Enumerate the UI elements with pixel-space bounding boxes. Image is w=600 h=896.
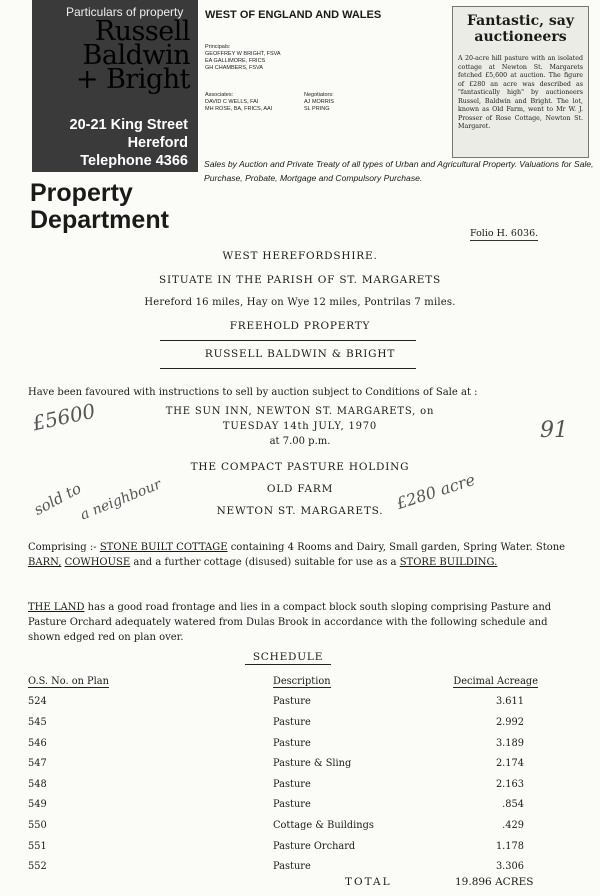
acreage-cell: .429 (502, 819, 524, 831)
auction-intro: Have been favoured with instructions to sell by auction subject to Conditions of Sale at : (28, 387, 478, 398)
plan-number-cell: 546 (28, 737, 47, 749)
principals-label: Principals: (205, 44, 231, 50)
address-line: Hereford (127, 135, 188, 151)
department-line: Department (30, 206, 169, 234)
schedule-table (28, 671, 558, 877)
department-title (30, 180, 169, 234)
farm-location: NEWTON ST. MARGARETS. (216, 505, 384, 517)
acreage-cell: 2.174 (495, 758, 524, 770)
agency-logo (32, 0, 198, 172)
description-cell: Pasture (273, 861, 311, 873)
handwritten-buyer: a neighbour (78, 476, 164, 524)
description-cell: Pasture Orchard (273, 840, 356, 852)
services-tagline: Sales by Auction and Private Treaty of all types of Urban and Agricultural Property. Valuations for Sale, Purchase, Probate, Mortgage and Compulsory Purchase. (204, 159, 594, 183)
plan-number-cell: 549 (28, 799, 47, 811)
lot-name: THE COMPACT PASTURE HOLDING (190, 461, 410, 473)
principal-name: GEOFFREY W BRIGHT, FSVA (205, 51, 281, 57)
tenure-heading: FREEHOLD PROPERTY (229, 320, 371, 332)
total-acreage: 19.896 ACRES (455, 876, 534, 888)
comprising-text: and a further cottage (disused) suitable for use as a (130, 557, 400, 568)
divider (160, 340, 416, 341)
table-row (28, 774, 558, 795)
comprising-label: Comprising :- (28, 542, 97, 553)
folio-number: Folio H. 6036. (470, 228, 539, 239)
barn-term: BARN, (28, 557, 62, 568)
handwritten-price: £5600 (30, 398, 98, 436)
handwritten-sold: sold to (30, 479, 85, 519)
brand-line: Baldwin (82, 40, 190, 71)
plan-number-cell: 547 (28, 758, 47, 770)
description-cell: Pasture (273, 696, 311, 708)
handwritten-lot: 91 (540, 418, 568, 443)
negotiators-list (304, 92, 334, 113)
table-row (28, 753, 558, 774)
principal-name: GH CHAMBERS, FSVA (205, 65, 263, 71)
table-row (28, 856, 558, 877)
associate-name: DAVID C WELLS, FAI (205, 99, 259, 105)
county-heading: WEST HEREFORDSHIRE. (222, 250, 378, 262)
description-cell: Pasture & Sling (273, 758, 352, 770)
cottage-term: STONE BUILT COTTAGE (99, 542, 228, 553)
table-row (28, 836, 558, 857)
acreage-cell: .854 (502, 799, 524, 811)
auction-date: TUESDAY 14th JULY, 1970 (222, 421, 378, 432)
divider (160, 368, 416, 369)
acreage-cell: 2.163 (495, 778, 524, 790)
plan-number-cell: 548 (28, 778, 47, 790)
comprising-text: containing 4 Rooms and Dairy, Small garden, Spring Water. Stone (227, 542, 566, 553)
table-header-row (28, 671, 558, 692)
acreage-cell: 1.178 (495, 840, 524, 852)
handwritten-per-acre: £280 acre (394, 469, 478, 514)
brand-line: + Bright (75, 64, 190, 95)
acreage-cell: 3.611 (495, 696, 524, 708)
plan-number-cell: 552 (28, 861, 47, 873)
table-row (28, 733, 558, 754)
cowhouse-term: COWHOUSE (64, 557, 131, 568)
agency-address (70, 116, 188, 170)
negotiator-name: AJ MORRIS (304, 99, 334, 105)
headline-line: auctioneers (474, 29, 567, 45)
farm-name: OLD FARM (266, 483, 334, 495)
agent-heading: RUSSELL BALDWIN & BRIGHT (204, 348, 396, 360)
description-cell: Pasture (273, 799, 311, 811)
department-line: Property (30, 179, 133, 207)
auction-time: at 7.00 p.m. (269, 436, 331, 447)
newspaper-clipping (452, 6, 589, 158)
clipping-body: A 20-acre hill pasture with an isolated cottage at Newton St. Margarets fetched £5,600 at auction. The figure of £280 an acre was described as "fantastically high" by auctioneers Russel, Baldwin and Bright. The lot, known as Old Farm, went to Mr W. J. Prosser of Rose Cottage, Newton St. Margaret. (458, 55, 583, 130)
brand-name (75, 16, 190, 95)
clipping-headline (453, 13, 588, 45)
acreage-cell: 3.189 (495, 737, 524, 749)
plan-number-cell: 524 (28, 696, 47, 708)
parish-heading: SITUATE IN THE PARISH OF ST. MARGARETS (158, 274, 442, 286)
associates-list (205, 92, 272, 113)
brand-line: Russell (94, 16, 190, 47)
address-line: Telephone 4366 (80, 153, 188, 169)
table-row (28, 692, 558, 713)
land-text: has a good road frontage and lies in a compact block south sloping comprising Pasture and Pasture Orchard adequately watered from Dulas Brook in accordance with the following schedule and shown edged red on plan over. (28, 602, 552, 643)
acreage-cell: 3.306 (495, 861, 524, 873)
headline-line: Fantastic, say (467, 13, 574, 29)
auction-venue: THE SUN INN, NEWTON ST. MARGARETS, on (165, 406, 435, 417)
column-header: Decimal Acreage (453, 675, 538, 687)
table-row (28, 815, 558, 836)
acreage-cell: 2.992 (495, 716, 524, 728)
particulars-label: Particulars of property (66, 5, 184, 19)
land-term: THE LAND (28, 602, 85, 613)
plan-number-cell: 545 (28, 716, 47, 728)
plan-number-cell: 551 (28, 840, 47, 852)
comprising-paragraph (28, 540, 583, 570)
table-row (28, 712, 558, 733)
divider (245, 664, 331, 665)
total-label: TOTAL (345, 876, 392, 888)
region-title: WEST OF ENGLAND AND WALES (205, 9, 382, 21)
description-cell: Pasture (273, 716, 311, 728)
negotiator-name: SL PRING (304, 106, 330, 112)
description-cell: Pasture (273, 778, 311, 790)
store-term: STORE BUILDING. (399, 557, 498, 568)
description-cell: Pasture (273, 737, 311, 749)
plan-number-cell: 550 (28, 819, 47, 831)
principals-list (205, 44, 281, 72)
negotiators-label: Negotiators: (304, 92, 334, 98)
distances-line: Hereford 16 miles, Hay on Wye 12 miles, Pontrilas 7 miles. (144, 297, 456, 308)
land-paragraph (28, 600, 583, 645)
column-header: Description (273, 675, 331, 687)
schedule-title: SCHEDULE (252, 651, 324, 663)
address-line: 20-21 King Street (69, 117, 188, 133)
table-row (28, 795, 558, 816)
description-cell: Cottage & Buildings (273, 819, 374, 831)
associates-label: Associates: (205, 92, 234, 98)
principal-name: EA GALLIMORE, FRICS (205, 58, 266, 64)
column-header: O.S. No. on Plan (28, 675, 109, 687)
associate-name: MH ROSE, BA, FRICS, AAI (205, 106, 273, 112)
